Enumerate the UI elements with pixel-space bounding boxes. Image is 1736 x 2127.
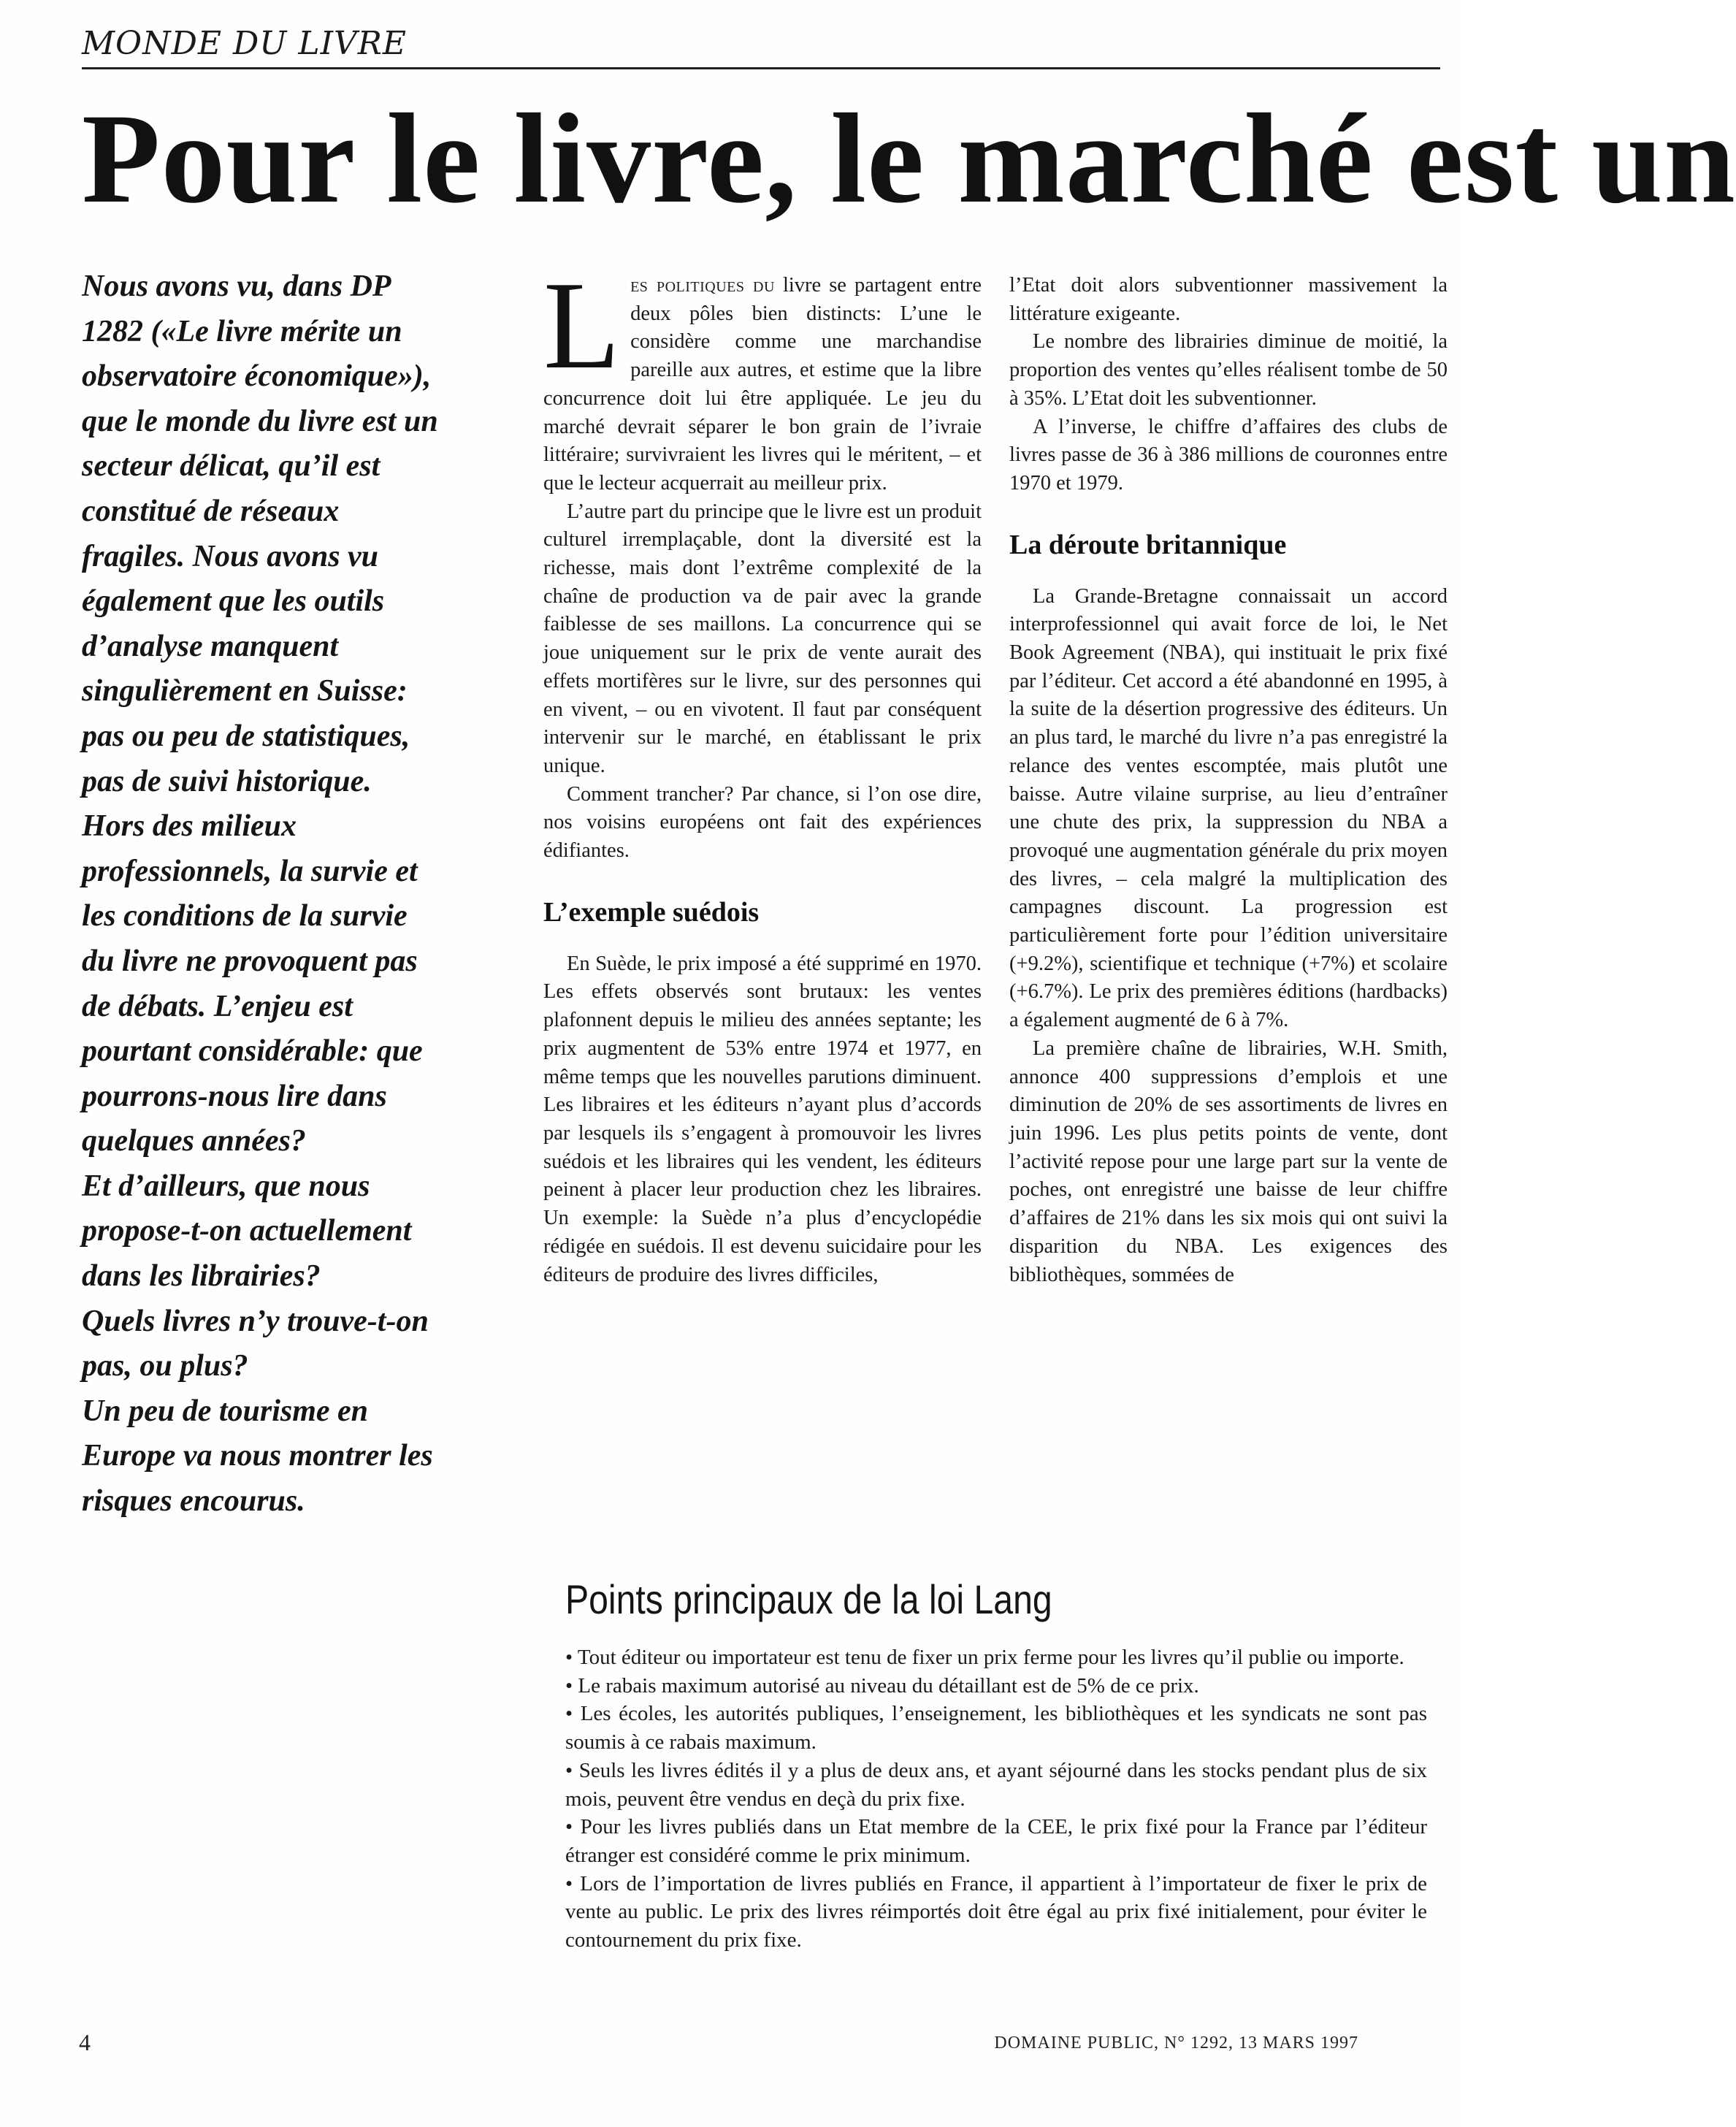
list-item: • Seuls les livres édités il y a plus de deux ans, et ayant séjourné dans les stocks pendant plus de six mois, peuvent être vendus en deçà du prix fixe. bbox=[565, 1758, 1427, 1811]
intro-line: Nous avons vu, dans DP bbox=[82, 270, 391, 303]
intro-line: pas, ou plus? bbox=[82, 1349, 248, 1383]
intro-line: Quels livres n’y trouve-t-on bbox=[82, 1304, 429, 1338]
intro-line: pas de suivi historique. bbox=[82, 764, 372, 798]
article-paragraph: Le nombre des librairies diminue de moitié, la proportion des ventes qu’elles réalisent tombe de 50 à 35%. L’Etat doit les subventionner. bbox=[1009, 330, 1448, 410]
article-column-2 bbox=[1009, 272, 1448, 1289]
intro-line: constitué de réseaux bbox=[82, 494, 340, 528]
intro-line: pas ou peu de statistiques, bbox=[82, 719, 410, 753]
article-paragraph: A l’inverse, le chiffre d’affaires des clubs de livres passe de 36 à 386 millions de couronnes entre 1970 et 1979. bbox=[1009, 415, 1448, 494]
publication-footer: DOMAINE PUBLIC, N° 1292, 13 MARS 1997 bbox=[994, 2034, 1358, 2052]
list-item: • Pour les livres publiés dans un Etat membre de la CEE, le prix fixé pour la France par l’éditeur étranger est considéré comme le prix minimum. bbox=[565, 1815, 1427, 1867]
intro-line: Un peu de tourisme en bbox=[82, 1394, 369, 1428]
intro-line: observatoire économique»), bbox=[82, 359, 432, 394]
intro-line: que le monde du livre est un bbox=[82, 404, 438, 438]
loi-lang-box bbox=[565, 1570, 1427, 1955]
intro-line: les conditions de la survie bbox=[82, 899, 408, 933]
intro-line: Et d’ailleurs, que nous bbox=[82, 1169, 370, 1203]
article-paragraph: La Grande-Bretagne connaissait un accord interprofessionnel qui avait force de loi, le Net Book Agreement (NBA), qui instituait le prix fixé par l’éditeur. Cet accord a été abandonné en 1995, à la suite de la désertion progressive des éditeurs. Un an plus tard, le marché du livre n’a pas enregistré la relance des ventes escomptée, mais plutôt une baisse. Autre vilaine surprise, au lieu d’entraîner une chute des prix, la suppression du NBA a provoqué une augmentation générale du prix moyen des livres, – cela malgré la multiplication des campagnes discount. La progression est particulièrement forte pour l’édition universitaire (+9.2%), scientifique et technique (+7%) et scolaire (+6.7%). Le prix des premières éditions (hardbacks) a également augmenté de 6 à 7%. bbox=[1009, 584, 1448, 1032]
paragraph-text: livre se partagent entre deux pôles bien distincts: L’une le considère comme une marchandise pareille aux autres, et estime que la libre concurrence doit lui être appliquée. Le jeu du marché devrait séparer le bon grain de l’ivraie littéraire; survivraient les livres qui le méritent, – et que le lecteur acquerrait au meilleur prix. bbox=[543, 274, 982, 494]
intro-line: 1282 («Le livre mérite un bbox=[82, 314, 402, 348]
intro-line: d’analyse manquent bbox=[82, 629, 339, 663]
intro-line: Hors des milieux bbox=[82, 809, 297, 844]
article-paragraph: Comment trancher? Par chance, si l’on ose dire, nos voisins européens ont fait des expériences édifiantes. bbox=[543, 782, 982, 863]
intro-line: professionnels, la survie et bbox=[82, 854, 418, 888]
intro-chapeau bbox=[82, 264, 520, 1524]
list-item: • Tout éditeur ou importateur est tenu de fixer un prix ferme pour les livres qu’il publie ou importe. bbox=[565, 1646, 1404, 1669]
intro-line: fragiles. Nous avons vu bbox=[82, 539, 379, 573]
section-label: MONDE DU LIVRE bbox=[82, 25, 407, 62]
article-paragraph: En Suède, le prix imposé a été supprimé en 1970. Les effets observés sont brutaux: les ventes plafonnent depuis le milieu des années septante; les prix augmentent de 53% entre 1974 et 1977, en même temps que les nouvelles parutions diminuent. Les libraires et les éditeurs n’ayant plus d’accords par lesquels ils s’engagent à promouvoir les livres suédois et les libraires qui les vendent, les éditeurs peinent à placer leur production chez les libraires. Un exemple: la Suède n’a plus d’encyclopédie rédigée en suédois. Il est devenu suicidaire pour les éditeurs de produire des livres difficiles, bbox=[543, 952, 982, 1286]
headline: Pour le livre, le marché est un bbox=[82, 88, 1736, 230]
subheading-britain: La déroute britannique bbox=[1009, 529, 1287, 560]
list-item: • Les écoles, les autorités publiques, l’enseignement, les bibliothèques et les syndicats ne sont pas soumis à ce rabais maximum. bbox=[565, 1702, 1427, 1754]
intro-line: propose-t-on actuellement bbox=[82, 1214, 412, 1248]
intro-line: pourtant considérable: que bbox=[82, 1034, 423, 1069]
intro-line: quelques années? bbox=[82, 1124, 306, 1158]
article-paragraph: l’Etat doit alors subventionner massivement la littérature exigeante. bbox=[1009, 274, 1448, 325]
lead-in-smallcaps: es politiques du bbox=[630, 274, 775, 297]
article-column-1 bbox=[543, 256, 982, 1289]
intro-line: dans les librairies? bbox=[82, 1259, 321, 1294]
subheading-suede: L’exemple suédois bbox=[543, 896, 760, 928]
article-paragraph: La première chaîne de librairies, W.H. Smith, annonce 400 suppressions d’emplois et une diminution de 20% de ses assortiments de livres en juin 1996. Les plus petits points de vente, dont l’activité repose pour une large part sur la vente de poches, ont enregistré une baisse de leur chiffre d’affaires de 21% dans les six mois qui ont suivi la disparition du NBA. Les exigences des bibliothèques, sommées de bbox=[1009, 1036, 1448, 1286]
intro-line: de débats. L’enjeu est bbox=[82, 989, 353, 1023]
drop-cap: L bbox=[543, 256, 621, 395]
intro-line: également que les outils bbox=[82, 584, 385, 619]
intro-line: risques encourus. bbox=[82, 1484, 305, 1519]
article-paragraph: L’autre part du principe que le livre est un produit culturel irremplaçable, dont la diversité est la richesse, mais dont l’extrême complexité de la chaîne de production va de pair avec la grande faiblesse de ses maillons. La concurrence qui se joue uniquement sur le prix de vente aurait des effets mortifères sur le livre, sur des personnes qui en vivent, – ou en vivotent. Il faut par conséquent intervenir sur le marché, en établissant le prix unique. bbox=[543, 500, 982, 777]
article-paragraph bbox=[543, 256, 982, 498]
page-number: 4 bbox=[79, 2029, 91, 2055]
intro-line: Europe va nous montrer les bbox=[82, 1439, 433, 1473]
box-title: Points principaux de la loi Lang bbox=[565, 1576, 1052, 1622]
list-item: • Le rabais maximum autorisé au niveau du détaillant est de 5% de ce prix. bbox=[565, 1673, 1199, 1698]
header-rule bbox=[82, 67, 1440, 69]
box-list bbox=[565, 1643, 1427, 1955]
intro-line: singulièrement en Suisse: bbox=[82, 674, 408, 709]
intro-line: secteur délicat, qu’il est bbox=[82, 449, 381, 484]
list-item: • Lors de l’importation de livres publiés en France, il appartient à l’importateur de fixer le prix de vente au public. Le prix des livres réimportés doit être égal au prix fixé initialement, pour éviter le contournement du prix fixe. bbox=[565, 1871, 1427, 1952]
intro-line: pourrons-nous lire dans bbox=[82, 1079, 387, 1113]
intro-line: du livre ne provoquent pas bbox=[82, 944, 418, 978]
